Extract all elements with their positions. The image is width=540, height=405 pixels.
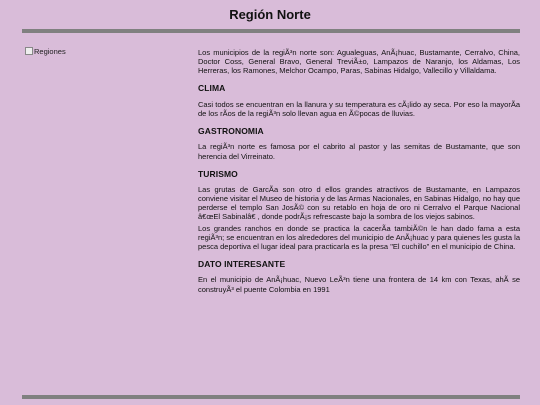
clima-paragraph: Casi todos se encuentran en la llanura y su temperatura es cÃ¡lido ay seca. Por eso la mayorÃa de los rÃos de la regiÃ³n solo llevan agua en Ã©pocas de lluvias. [198,99,520,118]
bottom-divider [22,395,520,399]
section-heading-gastronomia: GASTRONOMIA [198,126,264,137]
section-heading-clima: CLIMA [198,83,226,94]
top-divider [22,29,520,33]
section-heading-turismo: TURISMO [198,168,238,179]
page-title: Región Norte [229,7,311,22]
turismo-paragraph-1: Las grutas de GarcÃa son otro d ellos grandes atractivos de Bustamante, en Lampazos conviene visitar el Museo de historia y de las Armas Nacionales, en Sabinas Hidalgo, no hay que perderse el templo San JosÃ© con su retablo en hoja de oro ni Cerralvo el Parque Nacional â€œEl Sabinalâ€ , donde podrÃ¡s refrescaste bajo la sombra de los viejos sabinos. [198,185,520,222]
broken-image-icon [25,47,33,55]
regions-image [25,47,66,56]
dato-interesante-paragraph: En el municipio de AnÃ¡huac, Nuevo LeÃ³n tiene una frontera de 14 km con Texas, ahÃ se construyÃ³ el puente Colombia en 1991 [198,275,520,294]
turismo-paragraph-2: Los grandes ranchos en donde se practica la cacerÃa tambiÃ©n le han dado fama a esta regiÃ³n; se encuentran en los alrededores del municipio de AnÃ¡huac y para quienes les gusta la pesca deportiva el lugar ideal para practicarla es la presa "El cuchillo" en el municipio de China. [198,223,520,251]
intro-paragraph: Los municipios de la regiÃ³n norte son: Agualeguas, AnÃ¡huac, Bustamante, Cerralvo, China, Doctor Coss, General Bravo, General TreviÃ±o, Lampazos de Naranjo, los Aldamas, Los Herreras, los Ramones, Melchor Ocampo, Paras, Sabinas Hidalgo, Vallecillo y Villaldama. [198,48,520,76]
main-content [198,48,520,302]
gastronomia-paragraph: La regiÃ³n norte es famosa por el cabrito al pastor y las semitas de Bustamante, que son herencia del Virreinato. [198,142,520,161]
regions-image-alt: Regiones [34,47,66,56]
section-heading-dato-interesante: DATO INTERESANTE [198,259,286,270]
